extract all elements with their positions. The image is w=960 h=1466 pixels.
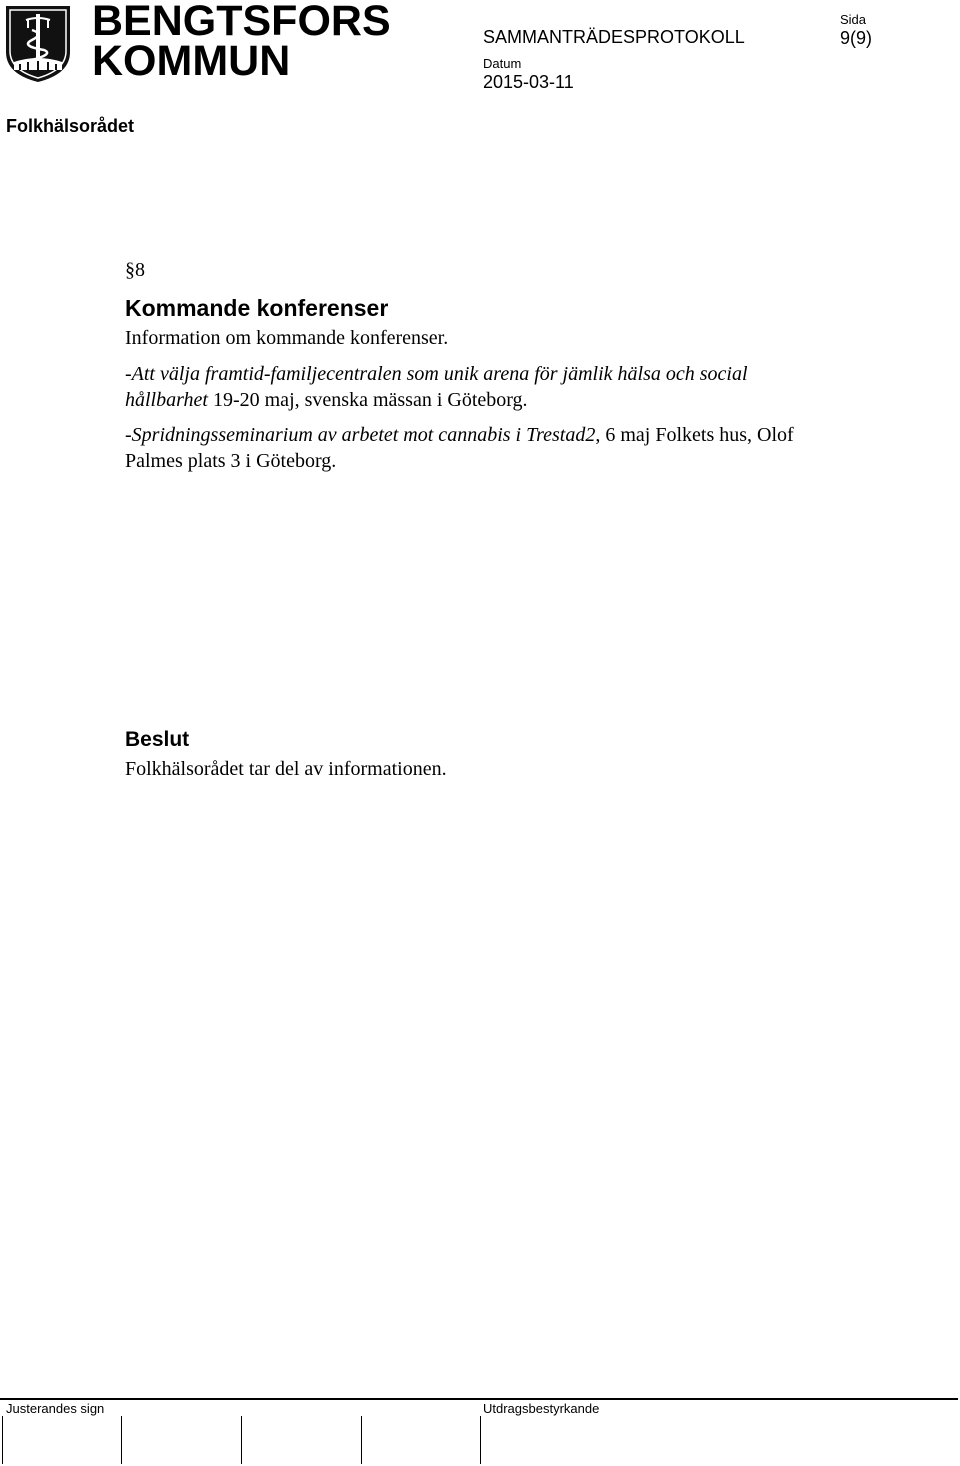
- intro-text: Information om kommande konferenser.: [125, 327, 449, 349]
- conference-title: -Spridningsseminarium av arbetet mot cannabis i Trestad2: [125, 424, 596, 446]
- conference-title: -Att välja framtid-familjecentralen som unik arena för jämlik hälsa och social hållbarhet: [125, 363, 748, 411]
- logo-text-line2: KOMMUN: [92, 37, 291, 85]
- page-number: 9(9): [840, 28, 873, 48]
- conference-details: 19-20 maj, svenska mässan i Göteborg.: [207, 389, 528, 411]
- paragraph-number: §8: [125, 259, 145, 281]
- municipality-crest-icon: [4, 4, 72, 84]
- footer-divider: [0, 1398, 958, 1400]
- organization-name: Folkhälsorådet: [6, 116, 135, 136]
- signature-box-divider: [361, 1416, 362, 1464]
- page-label: Sida: [840, 12, 867, 27]
- signature-box-divider: [121, 1416, 122, 1464]
- signature-box-divider: [2, 1416, 3, 1464]
- conference-details: , 6 maj Folkets hus, Olof Palmes plats 3 i Göteborg.: [125, 424, 794, 472]
- document-type: SAMMANTRÄDESPROTOKOLL: [483, 27, 745, 47]
- decision-text: Folkhälsorådet tar del av informationen.: [125, 758, 447, 780]
- section-title: Kommande konferenser: [125, 295, 389, 321]
- conference-item: [125, 422, 835, 474]
- agenda-section: [125, 258, 835, 474]
- signature-box-divider: [241, 1416, 242, 1464]
- signature-label: Justerandes sign: [6, 1401, 105, 1416]
- logo-text-line1: BENGTSFORS: [92, 0, 391, 45]
- conference-item: [125, 361, 835, 413]
- extract-certification-label: Utdragsbestyrkande: [483, 1401, 600, 1416]
- date-label: Datum: [483, 56, 522, 71]
- decision-heading: Beslut: [125, 728, 190, 751]
- date-value: 2015-03-11: [483, 72, 574, 92]
- signature-box-divider: [480, 1416, 481, 1464]
- signature-footer: [0, 1398, 960, 1466]
